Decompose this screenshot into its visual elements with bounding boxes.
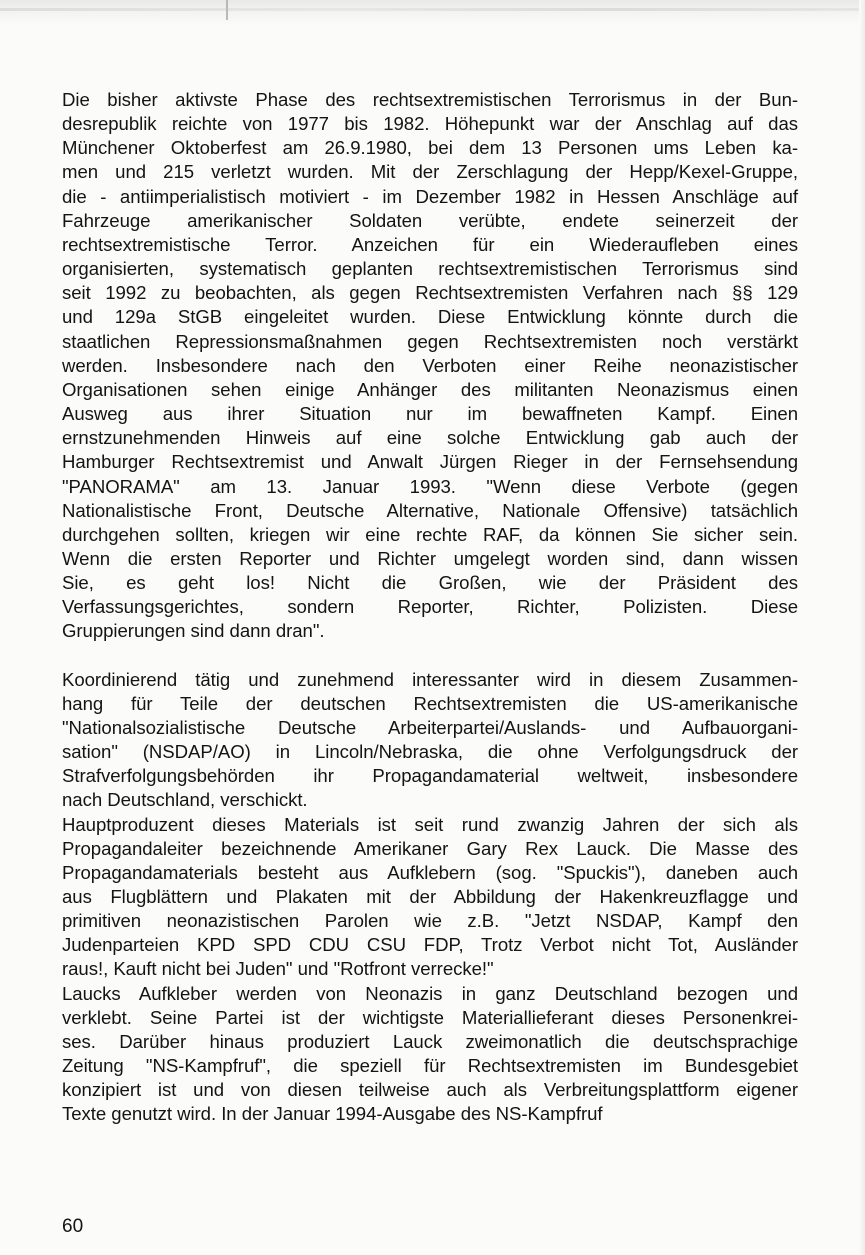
text-line: ses. Darüber hinaus produziert Lauck zweimonatlich die deutschsprachige bbox=[62, 1030, 798, 1052]
text-line: "PANORAMA" am 13. Januar 1993. "Wenn diese Verbote (gegen bbox=[62, 475, 798, 497]
text-line: Strafverfolgungsbehörden ihr Propagandamaterial weltweit, insbesondere bbox=[62, 765, 798, 787]
text-line: Propagandamaterials besteht aus Aufklebern (sog. "Spuckis"), daneben auch bbox=[62, 861, 798, 883]
text-line: hang für Teile der deutschen Rechtsextremisten die US-amerikanische bbox=[62, 692, 798, 714]
text-line: durchgehen sollten, kriegen wir eine rechte RAF, da können Sie sicher sein. bbox=[62, 523, 798, 545]
text-line: "Nationalsozialistische Deutsche Arbeiterpartei/Auslands- und Aufbauorgani- bbox=[62, 716, 798, 738]
text-line: Sie, es geht los! Nicht die Großen, wie der Präsident des bbox=[62, 572, 798, 594]
text-line: Münchener Oktoberfest am 26.9.1980, bei dem 13 Personen ums Leben ka- bbox=[62, 137, 798, 159]
paragraph-nsdap-ao bbox=[62, 668, 798, 813]
text-line: raus!, Kauft nicht bei Juden" und "Rotfront verrecke!" bbox=[62, 958, 494, 980]
text-line: primitiven neonazistischen Parolen wie z.B. "Jetzt NSDAP, Kampf den bbox=[62, 910, 798, 932]
text-line: Fahrzeuge amerikanischer Soldaten verübte, endete seinerzeit der bbox=[62, 209, 798, 231]
text-line: Wenn die ersten Reporter und Richter umgelegt worden sind, dann wissen bbox=[62, 547, 798, 569]
text-line: aus Flugblättern und Plakaten mit der Abbildung der Hakenkreuzflagge und bbox=[62, 886, 798, 907]
paragraph-terrorism-history bbox=[62, 88, 798, 644]
paragraph-ns-kampfruf bbox=[62, 982, 798, 1127]
page-number: 60 bbox=[62, 1216, 84, 1237]
scan-mark bbox=[226, 0, 228, 20]
text-line: Judenparteien KPD SPD CDU CSU FDP, Trotz Verbot nicht Tot, Ausländer bbox=[62, 934, 798, 956]
scan-right-shadow bbox=[859, 0, 865, 1255]
text-line: konzipiert ist und von diesen teilweise auch als Verbreitungsplattform eigener bbox=[62, 1079, 798, 1101]
text-line: Hauptproduzent dieses Materials ist seit rund zwanzig Jahren der sich als bbox=[62, 813, 798, 835]
text-line: staatlichen Repressionsmaßnahmen gegen Rechtsextremisten noch verstärkt bbox=[62, 330, 798, 352]
text-line: seit 1992 zu beobachten, als gegen Rechtsextremisten Verfahren nach §§ 129 bbox=[62, 282, 798, 304]
text-line: Propagandaleiter bezeichnende Amerikaner Gary Rex Lauck. Die Masse des bbox=[62, 837, 798, 859]
text-line: Laucks Aufkleber werden von Neonazis in ganz Deutschland bezogen und bbox=[62, 982, 798, 1004]
text-line: ernstzunehmenden Hinweis auf eine solche Entwicklung gab auch der bbox=[62, 427, 798, 449]
text-line: Hamburger Rechtsextremist und Anwalt Jürgen Rieger in der Fernsehsendung bbox=[62, 451, 798, 473]
text-line: Texte genutzt wird. In der Januar 1994-Ausgabe des NS-Kampfruf bbox=[62, 1103, 603, 1125]
scan-top-shadow bbox=[0, 0, 865, 26]
text-line: organisierten, systematisch geplanten rechtsextremistischen Terrorismus sind bbox=[62, 258, 798, 280]
text-line: und 129a StGB eingeleitet wurden. Diese Entwicklung könnte durch die bbox=[62, 306, 798, 328]
text-line: sation" (NSDAP/AO) in Lincoln/Nebraska, die ohne Verfolgungsdruck der bbox=[62, 741, 798, 763]
text-line: Die bisher aktivste Phase des rechtsextremistischen Terrorismus in der Bun- bbox=[62, 89, 798, 110]
text-line: Ausweg aus ihrer Situation nur im bewaffneten Kampf. Einen bbox=[62, 403, 798, 425]
text-line: werden. Insbesondere nach den Verboten einer Reihe neonazistischer bbox=[62, 354, 798, 376]
text-line: Organisationen sehen einige Anhänger des militanten Neonazismus einen bbox=[62, 378, 798, 400]
text-line: nach Deutschland, verschickt. bbox=[62, 789, 308, 811]
text-line: Koordinierend tätig und zunehmend interessanter wird in diesem Zusammen- bbox=[62, 668, 798, 690]
scan-top-edge bbox=[0, 8, 865, 11]
text-line: Gruppierungen sind dann dran". bbox=[62, 620, 325, 642]
paragraph-gary-lauck bbox=[62, 813, 798, 982]
text-line: Verfassungsgerichtes, sondern Reporter, Richter, Polizisten. Diese bbox=[62, 596, 798, 618]
text-line: Zeitung "NS-Kampfruf", die speziell für Rechtsextremisten im Bundesgebiet bbox=[62, 1055, 798, 1077]
page-body bbox=[62, 88, 798, 1127]
text-line: verklebt. Seine Partei ist der wichtigste Materiallieferant dieses Personenkrei- bbox=[62, 1006, 798, 1028]
text-line: die - antiimperialistisch motiviert - im Dezember 1982 in Hessen Anschläge auf bbox=[62, 185, 798, 207]
text-line: men und 215 verletzt wurden. Mit der Zerschlagung der Hepp/Kexel-Gruppe, bbox=[62, 161, 798, 183]
text-line: Nationalistische Front, Deutsche Alternative, Nationale Offensive) tatsächlich bbox=[62, 499, 798, 521]
text-line: desrepublik reichte von 1977 bis 1982. Höhepunkt war der Anschlag auf das bbox=[62, 113, 798, 135]
text-line: rechtsextremistische Terror. Anzeichen für ein Wiederaufleben eines bbox=[62, 233, 798, 255]
